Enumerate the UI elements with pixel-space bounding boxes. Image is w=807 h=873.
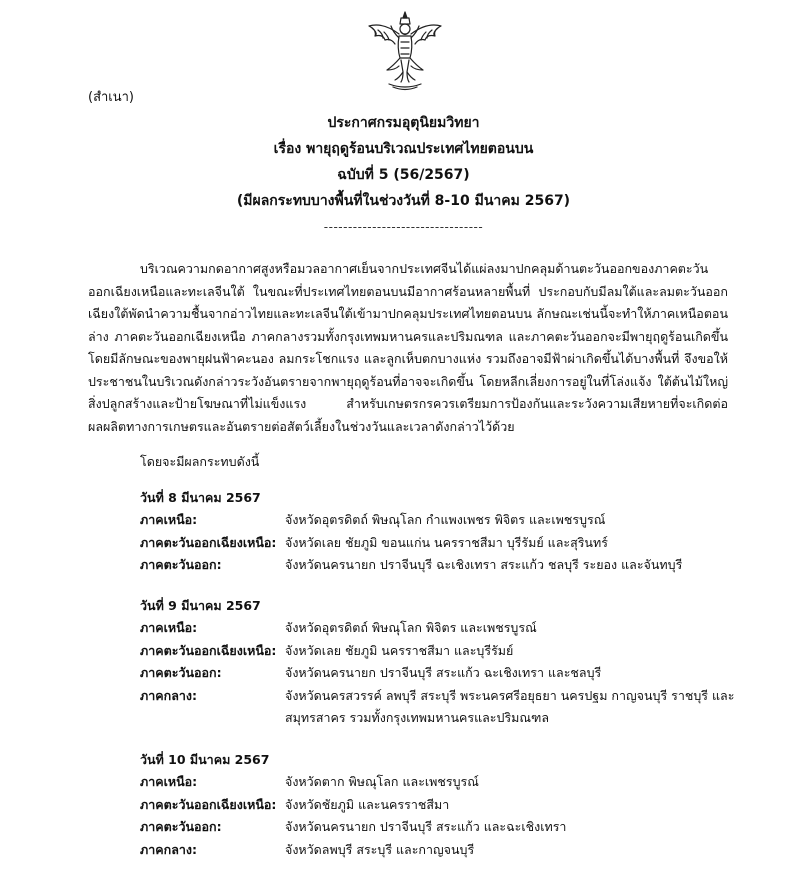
region-provinces: จังหวัดเลย ชัยภูมิ ขอนแก่น นครราชสีมา บุรีรัมย์ และสุรินทร์	[285, 534, 608, 550]
announcement-issue-number: ฉบับที่ 5 (56/2567)	[337, 167, 470, 183]
region-provinces: จังหวัดตาก พิษณุโลก และเพชรบูรณ์	[285, 774, 479, 789]
region-name: ภาคตะวันออก:	[140, 557, 222, 572]
region-name: ภาคตะวันออกเฉียงเหนือ:	[140, 642, 277, 658]
region-provinces: จังหวัดลพบุรี สระบุรี และกาญจนบุรี	[285, 841, 475, 857]
announcement-subject: เรื่อง พายุฤดูร้อนบริเวณประเทศไทยตอนบน	[273, 141, 534, 157]
region-provinces: จังหวัดอุตรดิตถ์ พิษณุโลก กำแพงเพชร พิจิตร และเพชรบูรณ์	[285, 512, 606, 527]
region-name: ภาคตะวันออก:	[140, 819, 222, 834]
garuda-emblem	[363, 8, 447, 92]
day-section	[140, 748, 760, 861]
region-provinces: จังหวัดชัยภูมิ และนครราชสีมา	[285, 796, 450, 812]
region-name: ภาคกลาง:	[140, 841, 197, 857]
region-row	[140, 640, 760, 663]
region-row	[140, 509, 760, 532]
announcement-header	[0, 110, 807, 240]
region-row	[140, 771, 760, 794]
region-name: ภาคกลาง:	[140, 687, 197, 703]
region-row	[140, 662, 760, 685]
region-row	[140, 794, 760, 817]
region-provinces: จังหวัดนครสวรรค์ ลพบุรี สระบุรี พระนครศรีอยุธยา นครปฐม กาญจนบุรี ราชบุรี และสมุทรสาคร รวมทั้งกรุงเทพมหานครและปริมณฑล	[285, 687, 735, 725]
day-date: วันที่ 9 มีนาคม 2567	[140, 598, 261, 613]
region-provinces: จังหวัดนครนายก ปราจีนบุรี สระแก้ว และฉะเชิงเทรา	[285, 819, 567, 834]
region-row	[140, 554, 760, 577]
region-row	[140, 839, 760, 862]
region-provinces: จังหวัดอุตรดิตถ์ พิษณุโลก พิจิตร และเพชรบูรณ์	[285, 620, 537, 635]
body-paragraph-text: บริเวณความกดอากาศสูงหรือมวลอากาศเย็นจากประเทศจีนได้แผ่ลงมาปกคลุมด้านตะวันออกของภาคตะวันออกเฉียงเหนือและทะเลจีนใต้ ในขณะที่ประเทศไทยตอนบนมีอากาศร้อนหลายพื้นที่ ประกอบกับมีลมใต้และลมตะวันออกเฉียงใต้พัดนำความชื้นจากอ่าวไทยและทะเลจีนใต้เข้ามาปกคลุมประเทศไทยตอนบน ลักษณะเช่นนี้จะทำให้ภาคเหนือตอนล่าง ภาคตะวันออกเฉียงเหนือ ภาคกลางรวมทั้งกรุงเทพมหานครและปริมณฑล และภาคตะวันออกจะมีพายุฤดูร้อนเกิดขึ้น โดยมีลักษณะของพายุฝนฟ้าคะนอง ลมกระโชกแรง และลูกเห็บตกบางแห่ง รวมถึงอาจมีฟ้าผ่าเกิดขึ้นได้บางพื้นที่ จึงขอให้ประชาชนในบริเวณดังกล่าวระวังอันตรายจากพายุฤดูร้อนที่อาจจะเกิดขึ้น โดยหลีกเลี่ยงการอยู่ในที่โล่งแจ้ง ใต้ต้นไม้ใหญ่ สิ่งปลูกสร้างและป้ายโฆษณาที่ไม่แข็งแรง สำหรับเกษตรกรควรเตรียมการป้องกันและระวังความเสียหายที่จะเกิดต่อผลผลิตทางการเกษตรและอันตรายต่อสัตว์เลี้ยงในช่วงวันและเวลาดังกล่าวไว้ด้วย	[88, 261, 728, 434]
region-row	[140, 816, 760, 839]
region-name: ภาคเหนือ:	[140, 512, 198, 527]
region-name: ภาคตะวันออกเฉียงเหนือ:	[140, 796, 277, 812]
day-section	[140, 594, 760, 730]
region-name: ภาคเหนือ:	[140, 774, 198, 789]
region-row	[140, 685, 760, 730]
region-row	[140, 532, 760, 555]
region-provinces: จังหวัดนครนายก ปราจีนบุรี ฉะเชิงเทรา สระแก้ว ชลบุรี ระยอง และจันทบุรี	[285, 557, 683, 572]
day-date: วันที่ 10 มีนาคม 2567	[140, 752, 270, 767]
region-name: ภาคเหนือ:	[140, 620, 198, 635]
region-row	[140, 617, 760, 640]
region-name: ภาคตะวันออกเฉียงเหนือ:	[140, 534, 277, 550]
region-provinces: จังหวัดเลย ชัยภูมิ นครราชสีมา และบุรีรัมย์	[285, 642, 514, 658]
region-name: ภาคตะวันออก:	[140, 665, 222, 680]
announcement-effect-period: (มีผลกระทบบางพื้นที่ในช่วงวันที่ 8-10 มีนาคม 2567)	[236, 193, 571, 209]
region-provinces: จังหวัดนครนายก ปราจีนบุรี สระแก้ว ฉะเชิงเทรา และชลบุรี	[285, 665, 602, 680]
effects-intro: โดยจะมีผลกระทบดังนี้	[140, 454, 260, 469]
header-divider: ---------------------------------	[323, 220, 484, 234]
body-paragraph	[88, 258, 728, 438]
copy-label: (สำเนา)	[88, 90, 135, 105]
day-date: วันที่ 8 มีนาคม 2567	[140, 490, 261, 505]
announcement-title: ประกาศกรมอุตุนิยมวิทยา	[327, 115, 480, 131]
day-section	[140, 486, 760, 577]
